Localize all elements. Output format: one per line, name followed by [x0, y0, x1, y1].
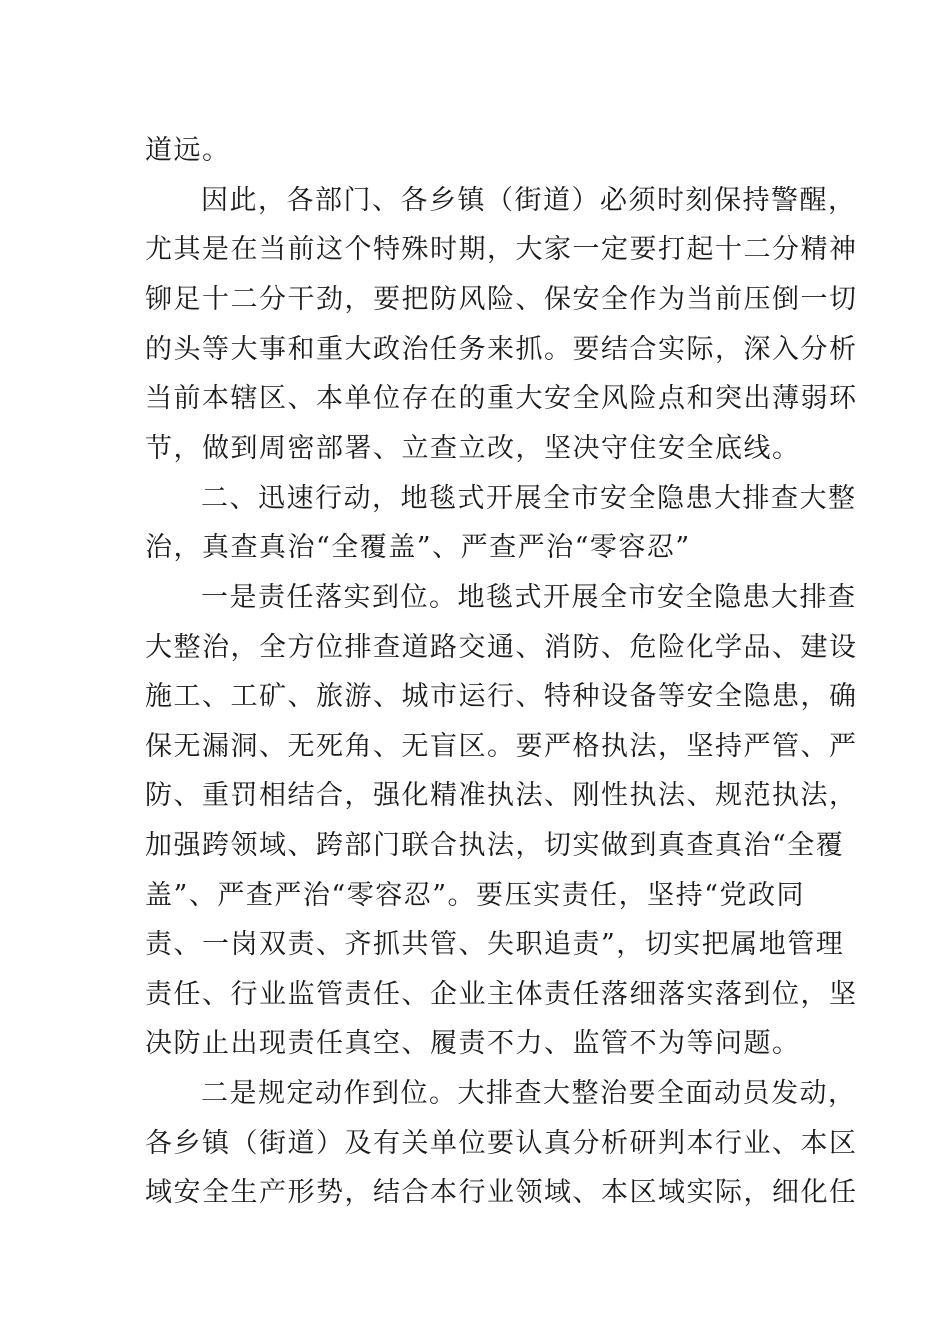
paragraph-start-line: 一是责任落实到位。地毯式开展全市安全隐患大排查 [201, 582, 857, 613]
text-line: 尤其是在当前这个特殊时期，大家一定要打起十二分精神 [145, 234, 858, 265]
text-line: 节，做到周密部署、立查立改，坚决守住安全底线。 [145, 433, 801, 464]
text-line: 防、重罚相结合，强化精准执法、刚性执法、规范执法， [145, 780, 858, 811]
paragraph-start-line: 因此，各部门、各乡镇（街道）必须时刻保持警醒， [201, 185, 857, 216]
text-line: 的头等大事和重大政治任务来抓。要结合实际，深入分析 [145, 334, 858, 365]
text-line: 责任、行业监管责任、企业主体责任落细落实落到位，坚 [145, 979, 858, 1010]
text-line: 铆足十二分干劲，要把防风险、保安全作为当前压倒一切 [145, 284, 858, 315]
text-line: 大整治，全方位排查道路交通、消防、危险化学品、建设 [145, 632, 858, 663]
text-line: 当前本辖区、本单位存在的重大安全风险点和突出薄弱环 [145, 383, 858, 414]
text-line: 域安全生产形势，结合本行业领域、本区域实际，细化任 [145, 1177, 858, 1208]
paragraph-start-line: 二是规定动作到位。大排查大整治要全面动员发动， [201, 1078, 857, 1109]
section-heading-line: 治，真查真治“全覆盖”、严查严治“零容忍” [145, 532, 691, 563]
text-line: 盖”、严查严治“零容忍”。要压实责任，坚持“党政同 [145, 880, 805, 911]
text-line: 责、一岗双责、齐抓共管、失职追责”，切实把属地管理 [145, 929, 845, 960]
text-line: 保无漏洞、无死角、无盲区。要严格执法，坚持严管、严 [145, 731, 858, 762]
text-line: 加强跨领域、跨部门联合执法，切实做到真查真治“全覆 [145, 830, 845, 861]
text-line: 施工、工矿、旅游、城市运行、特种设备等安全隐患，确 [145, 681, 858, 712]
section-heading-line: 二、迅速行动，地毯式开展全市安全隐患大排查大整 [201, 483, 857, 514]
text-line: 决防止出现责任真空、履责不力、监管不为等问题。 [145, 1028, 801, 1059]
text-line: 道远。 [145, 135, 231, 166]
text-line: 各乡镇（街道）及有关单位要认真分析研判本行业、本区 [145, 1128, 858, 1159]
